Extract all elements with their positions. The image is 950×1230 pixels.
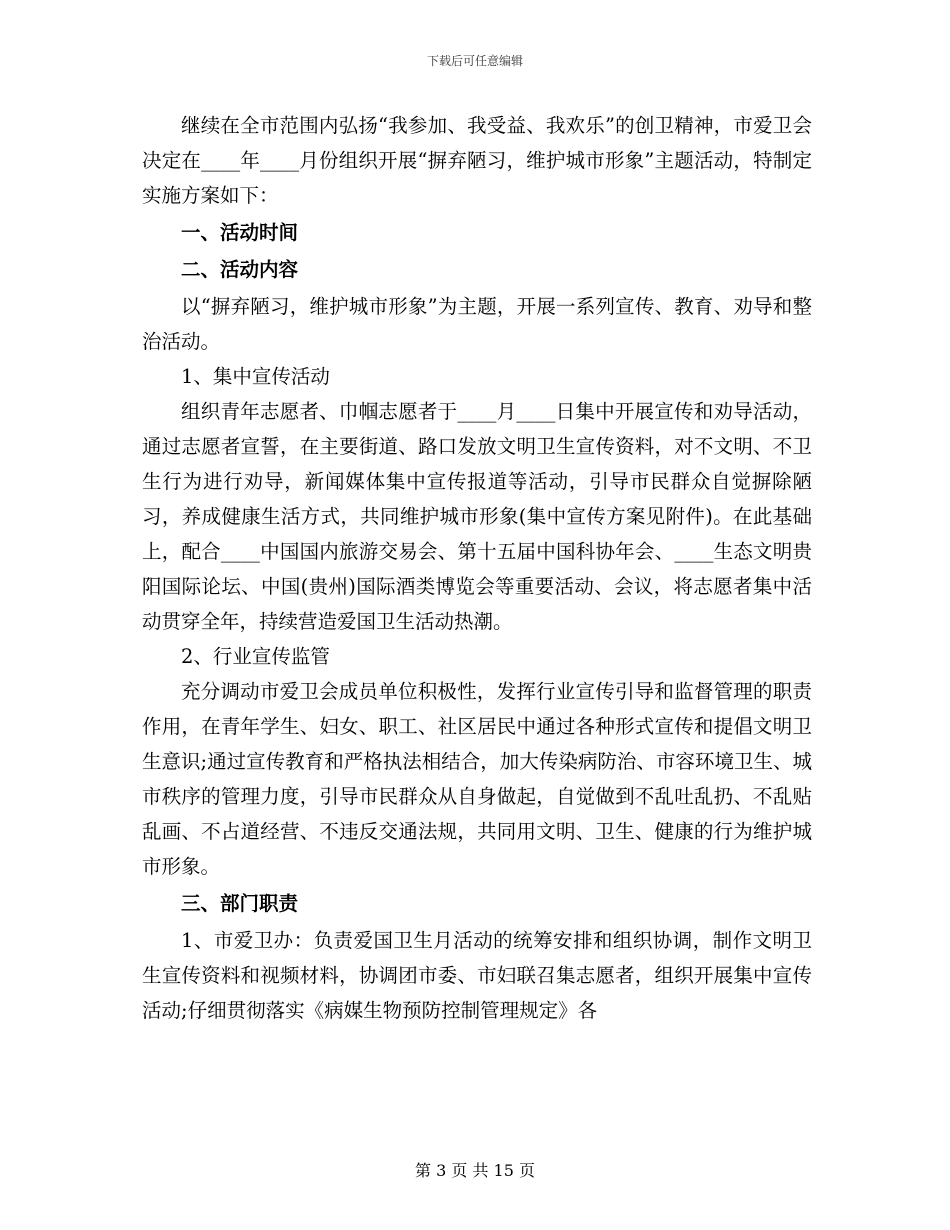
subheading-focused-publicity: 1、集中宣传活动	[181, 365, 330, 388]
paragraph-volunteers: 组织青年志愿者、巾帼志愿者于____月____日集中开展宣传和劝导活动，通过志愿者宣誓，在主要街道、路口发放文明卫生宣传资料，对不文明、不卫生行为进行劝导，新闻媒体集中宣传报道等活动，引导市民群众自觉摒除陋习，养成健康生活方式，共同维护城市形象(集中宣传方案见附件)。在此基础上，配合____中国国内旅游交易会、第十五届中国科协年会、____生态文明贵阳国际论坛、中国(贵州)国际酒类博览会等重要活动、会议，将志愿者集中活动贯穿全年，持续营造爱国卫生活动热潮。	[142, 400, 812, 633]
subheading-industry-supervision: 2、行业宣传监管	[181, 645, 330, 668]
page-number: 第 3 页 共 15 页	[415, 1161, 535, 1180]
heading-department-duties: 三、部门职责	[181, 892, 299, 915]
paragraph-intro: 继续在全市范围内弘扬“我参加、我受益、我欢乐”的创卫精神，市爱卫会决定在____年____月份组织开展“摒弃陋习，维护城市形象”主题活动，特制定实施方案如下：	[142, 114, 812, 207]
document-body	[142, 108, 812, 1028]
heading-activity-time: 一、活动时间	[181, 221, 299, 244]
page-header-note: 下载后可任意编辑	[426, 54, 523, 68]
paragraph-theme: 以“摒弃陋习，维护城市形象”为主题，开展一系列宣传、教育、劝导和整治活动。	[142, 295, 812, 353]
paragraph-patriotic-office: 1、市爱卫办：负责爱国卫生月活动的统筹安排和组织协调，制作文明卫生宣传资料和视频材料，协调团市委、市妇联召集志愿者，组织开展集中宣传活动;仔细贯彻落实《病媒生物预防控制管理规定》各	[142, 929, 812, 1022]
paragraph-industry: 充分调动市爱卫会成员单位积极性，发挥行业宣传引导和监督管理的职责作用，在青年学生、妇女、职工、社区居民中通过各种形式宣传和提倡文明卫生意识;通过宣传教育和严格执法相结合，加大传染病防治、市容环境卫生、城市秩序的管理力度，引导市民群众从自身做起，自觉做到不乱吐乱扔、不乱贴乱画、不占道经营、不违反交通法规，共同用文明、卫生、健康的行为维护城市形象。	[142, 680, 812, 878]
heading-activity-content: 二、活动内容	[181, 258, 299, 281]
